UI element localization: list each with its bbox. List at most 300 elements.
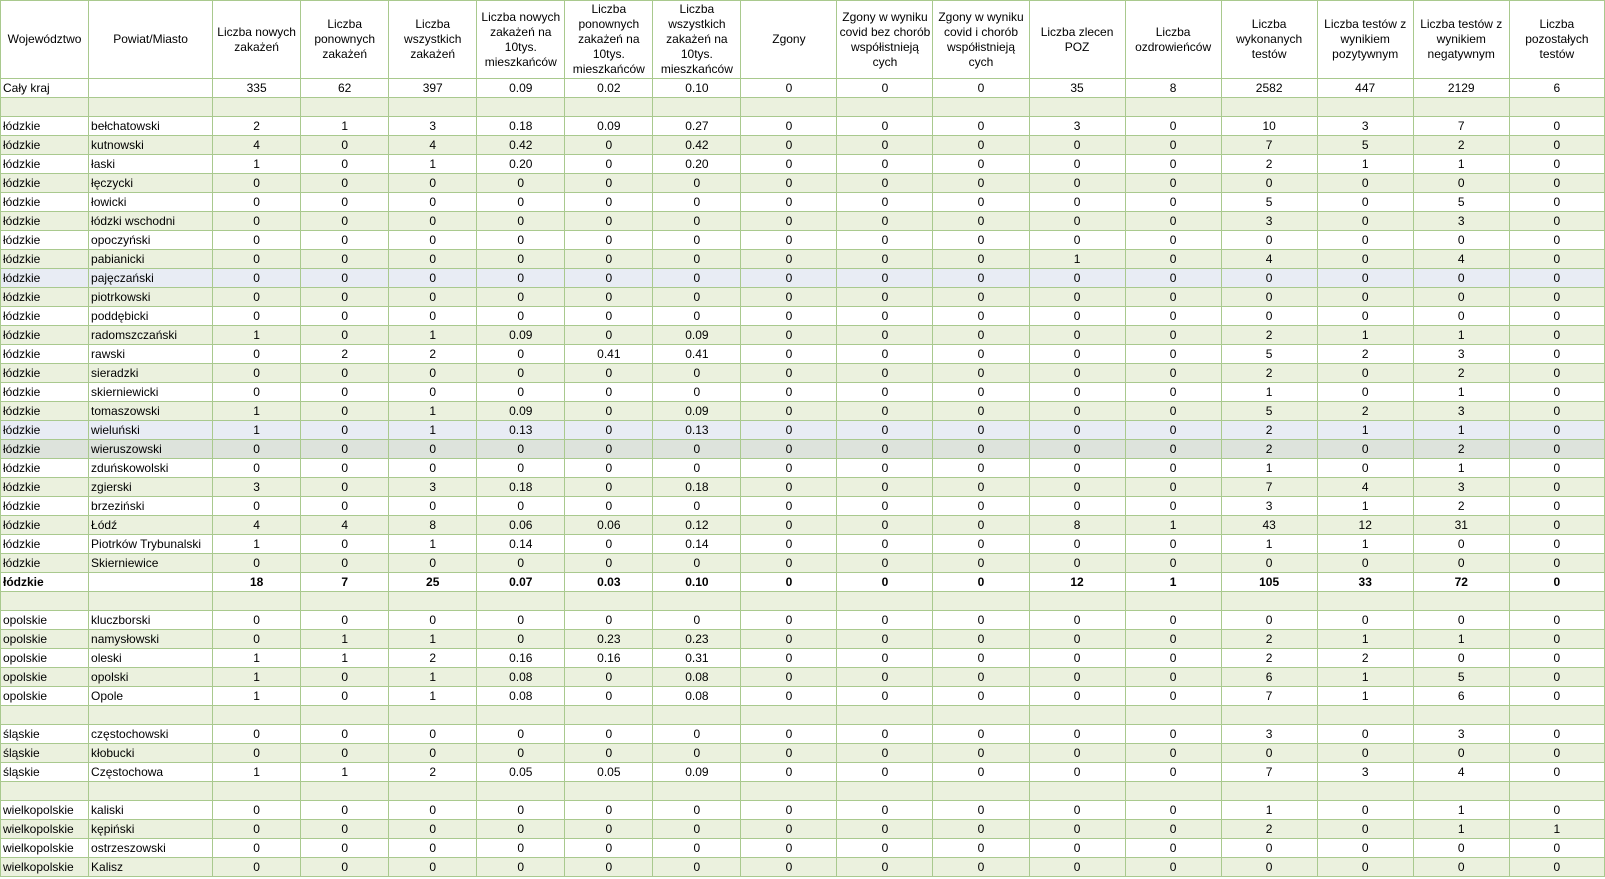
- value-cell: 1: [1317, 535, 1413, 554]
- value-cell: 0: [1125, 611, 1221, 630]
- value-cell: 0: [1509, 668, 1604, 687]
- value-cell: 0: [477, 364, 565, 383]
- value-cell: 0: [301, 269, 389, 288]
- voivodeship-cell: łódzkie: [1, 250, 89, 269]
- value-cell: 0: [741, 174, 837, 193]
- value-cell: 0: [933, 649, 1029, 668]
- value-cell: 0: [933, 839, 1029, 858]
- value-cell: 0: [389, 820, 477, 839]
- district-cell: kłobucki: [89, 744, 213, 763]
- value-cell: 0: [653, 364, 741, 383]
- column-header: Liczba wykonanych testów: [1221, 1, 1317, 79]
- value-cell: 0: [1125, 364, 1221, 383]
- value-cell: 1: [1317, 421, 1413, 440]
- voivodeship-cell: łódzkie: [1, 326, 89, 345]
- value-cell: 0: [389, 212, 477, 231]
- table-row: [1, 288, 1605, 307]
- table-row: [1, 801, 1605, 820]
- value-cell: 0: [301, 288, 389, 307]
- column-header: Liczba ponownych zakażeń na 10tys. mieszkańców: [565, 1, 653, 79]
- district-cell: kluczborski: [89, 611, 213, 630]
- value-cell: 0: [213, 725, 301, 744]
- value-cell: 1: [1317, 497, 1413, 516]
- value-cell: 0: [565, 839, 653, 858]
- value-cell: 0: [837, 554, 933, 573]
- column-header: Powiat/Miasto: [89, 1, 213, 79]
- value-cell: 2: [1221, 326, 1317, 345]
- value-cell: 0: [933, 497, 1029, 516]
- value-cell: 1: [1221, 535, 1317, 554]
- value-cell: 0: [1317, 820, 1413, 839]
- value-cell: 0: [837, 687, 933, 706]
- value-cell: 0: [741, 421, 837, 440]
- value-cell: 0: [933, 155, 1029, 174]
- value-cell: 0: [565, 554, 653, 573]
- value-cell: 0: [213, 193, 301, 212]
- value-cell: 0: [653, 725, 741, 744]
- value-cell: 0: [1029, 269, 1125, 288]
- value-cell: 0: [933, 117, 1029, 136]
- voivodeship-cell: łódzkie: [1, 231, 89, 250]
- value-cell: 7: [1221, 136, 1317, 155]
- value-cell: 0.23: [653, 630, 741, 649]
- table-row: [1, 687, 1605, 706]
- value-cell: 0: [1413, 269, 1509, 288]
- table-row: [1, 440, 1605, 459]
- value-cell: 0: [1509, 573, 1604, 592]
- value-cell: 2: [389, 649, 477, 668]
- value-cell: 0: [1125, 307, 1221, 326]
- voivodeship-cell: wielkopolskie: [1, 858, 89, 877]
- value-cell: 0: [1509, 193, 1604, 212]
- value-cell: 1: [1413, 801, 1509, 820]
- value-cell: 0: [653, 801, 741, 820]
- district-cell: zgierski: [89, 478, 213, 497]
- value-cell: 0: [1125, 687, 1221, 706]
- table-row: [1, 250, 1605, 269]
- value-cell: 0: [837, 231, 933, 250]
- value-cell: 0: [213, 288, 301, 307]
- value-cell: 0: [1317, 440, 1413, 459]
- value-cell: 0: [933, 79, 1029, 98]
- value-cell: 0: [213, 611, 301, 630]
- value-cell: 0: [477, 440, 565, 459]
- value-cell: 3: [213, 478, 301, 497]
- value-cell: 0: [477, 801, 565, 820]
- value-cell: 18: [213, 573, 301, 592]
- value-cell: 0: [1221, 554, 1317, 573]
- value-cell: 0: [837, 364, 933, 383]
- value-cell: [1125, 782, 1221, 801]
- value-cell: 0: [1413, 535, 1509, 554]
- value-cell: 0: [1029, 497, 1125, 516]
- value-cell: 0: [565, 402, 653, 421]
- value-cell: [301, 592, 389, 611]
- value-cell: 0: [1125, 421, 1221, 440]
- value-cell: 0: [837, 839, 933, 858]
- value-cell: 0: [1125, 801, 1221, 820]
- value-cell: 0.13: [477, 421, 565, 440]
- value-cell: 0: [1029, 402, 1125, 421]
- value-cell: 0: [301, 421, 389, 440]
- value-cell: 2: [301, 345, 389, 364]
- district-cell: łaski: [89, 155, 213, 174]
- value-cell: 0: [1125, 174, 1221, 193]
- value-cell: 0: [477, 554, 565, 573]
- value-cell: 0: [933, 820, 1029, 839]
- value-cell: [1029, 782, 1125, 801]
- value-cell: 0: [933, 858, 1029, 877]
- value-cell: 397: [389, 79, 477, 98]
- value-cell: 0: [565, 744, 653, 763]
- value-cell: 0: [1509, 839, 1604, 858]
- value-cell: 0: [837, 174, 933, 193]
- value-cell: [389, 782, 477, 801]
- district-cell: brzeziński: [89, 497, 213, 516]
- table-row: [1, 725, 1605, 744]
- value-cell: 0: [477, 345, 565, 364]
- value-cell: 0.09: [653, 763, 741, 782]
- value-cell: 0: [301, 554, 389, 573]
- value-cell: 12: [1029, 573, 1125, 592]
- district-cell: częstochowski: [89, 725, 213, 744]
- value-cell: 10: [1221, 117, 1317, 136]
- value-cell: 0: [933, 630, 1029, 649]
- value-cell: 0: [837, 193, 933, 212]
- value-cell: 0: [301, 535, 389, 554]
- value-cell: 0: [1509, 117, 1604, 136]
- district-cell: radomszczański: [89, 326, 213, 345]
- value-cell: 0.07: [477, 573, 565, 592]
- value-cell: 0: [1029, 136, 1125, 155]
- value-cell: 0: [653, 497, 741, 516]
- value-cell: 0: [1125, 440, 1221, 459]
- value-cell: 0: [1029, 288, 1125, 307]
- value-cell: [301, 782, 389, 801]
- value-cell: 0: [741, 212, 837, 231]
- value-cell: 0: [653, 554, 741, 573]
- value-cell: 0: [1125, 839, 1221, 858]
- value-cell: 0: [1125, 250, 1221, 269]
- value-cell: 0: [933, 611, 1029, 630]
- value-cell: 0: [565, 497, 653, 516]
- value-cell: 0: [1125, 155, 1221, 174]
- table-row: [1, 573, 1605, 592]
- value-cell: 2: [1221, 630, 1317, 649]
- value-cell: 0: [389, 611, 477, 630]
- column-header: Liczba nowych zakażeń: [213, 1, 301, 79]
- value-cell: 0: [1509, 307, 1604, 326]
- value-cell: 0: [1509, 744, 1604, 763]
- value-cell: 0: [1317, 269, 1413, 288]
- voivodeship-cell: łódzkie: [1, 573, 89, 592]
- value-cell: 0: [565, 269, 653, 288]
- value-cell: 0: [933, 478, 1029, 497]
- value-cell: 0: [933, 516, 1029, 535]
- value-cell: 25: [389, 573, 477, 592]
- value-cell: 0: [837, 402, 933, 421]
- voivodeship-cell: łódzkie: [1, 288, 89, 307]
- value-cell: 0: [837, 269, 933, 288]
- value-cell: 0: [1509, 421, 1604, 440]
- value-cell: 0: [837, 250, 933, 269]
- table-row: [1, 649, 1605, 668]
- value-cell: 0.20: [653, 155, 741, 174]
- value-cell: 0: [1317, 744, 1413, 763]
- value-cell: 0.10: [653, 79, 741, 98]
- table-row: [1, 326, 1605, 345]
- value-cell: 0: [477, 459, 565, 478]
- value-cell: 0: [301, 193, 389, 212]
- value-cell: 0: [741, 440, 837, 459]
- value-cell: 0: [1029, 687, 1125, 706]
- value-cell: 0: [837, 478, 933, 497]
- value-cell: 0: [653, 307, 741, 326]
- value-cell: 0: [1509, 801, 1604, 820]
- value-cell: 0: [565, 250, 653, 269]
- district-cell: łódzki wschodni: [89, 212, 213, 231]
- value-cell: 0: [301, 801, 389, 820]
- district-cell: poddębicki: [89, 307, 213, 326]
- value-cell: 0: [1317, 611, 1413, 630]
- table-row: [1, 668, 1605, 687]
- value-cell: [653, 98, 741, 117]
- value-cell: 0: [213, 440, 301, 459]
- value-cell: 3: [1317, 117, 1413, 136]
- voivodeship-cell: łódzkie: [1, 307, 89, 326]
- value-cell: 0: [741, 193, 837, 212]
- value-cell: 0: [1317, 288, 1413, 307]
- voivodeship-cell: łódzkie: [1, 516, 89, 535]
- value-cell: 0: [1029, 763, 1125, 782]
- value-cell: 0: [1125, 231, 1221, 250]
- value-cell: 0: [741, 516, 837, 535]
- value-cell: 0: [213, 801, 301, 820]
- value-cell: 0: [213, 250, 301, 269]
- value-cell: 1: [1221, 801, 1317, 820]
- value-cell: 0.41: [565, 345, 653, 364]
- district-cell: ostrzeszowski: [89, 839, 213, 858]
- value-cell: 0: [213, 364, 301, 383]
- value-cell: 0: [1413, 611, 1509, 630]
- value-cell: 0: [1317, 858, 1413, 877]
- value-cell: 0: [1317, 383, 1413, 402]
- value-cell: 0: [653, 193, 741, 212]
- voivodeship-cell: wielkopolskie: [1, 820, 89, 839]
- value-cell: 4: [1317, 478, 1413, 497]
- value-cell: 1: [1317, 155, 1413, 174]
- value-cell: 0: [837, 668, 933, 687]
- value-cell: 0: [213, 174, 301, 193]
- column-header: Liczba pozostałych testów: [1509, 1, 1604, 79]
- value-cell: 0: [837, 288, 933, 307]
- value-cell: 0: [301, 668, 389, 687]
- value-cell: 0: [565, 801, 653, 820]
- value-cell: 0: [301, 174, 389, 193]
- value-cell: 0.09: [477, 79, 565, 98]
- value-cell: 0: [389, 174, 477, 193]
- value-cell: 0: [301, 687, 389, 706]
- value-cell: 0: [389, 839, 477, 858]
- value-cell: 1: [1413, 383, 1509, 402]
- district-cell: kaliski: [89, 801, 213, 820]
- value-cell: 0: [1221, 269, 1317, 288]
- value-cell: 0: [1221, 839, 1317, 858]
- value-cell: 0: [837, 535, 933, 554]
- value-cell: 0: [933, 193, 1029, 212]
- value-cell: 0: [477, 497, 565, 516]
- voivodeship-cell: łódzkie: [1, 269, 89, 288]
- value-cell: 0: [301, 611, 389, 630]
- value-cell: 0: [1125, 497, 1221, 516]
- value-cell: 0: [1221, 744, 1317, 763]
- value-cell: 0: [741, 155, 837, 174]
- value-cell: 0: [1125, 326, 1221, 345]
- value-cell: 0: [389, 725, 477, 744]
- value-cell: 0: [1509, 364, 1604, 383]
- value-cell: 0: [1221, 174, 1317, 193]
- value-cell: 1: [389, 421, 477, 440]
- district-cell: zduńskowolski: [89, 459, 213, 478]
- voivodeship-cell: wielkopolskie: [1, 801, 89, 820]
- table-row: [1, 98, 1605, 117]
- voivodeship-cell: opolskie: [1, 611, 89, 630]
- value-cell: 0: [933, 212, 1029, 231]
- value-cell: 0: [933, 725, 1029, 744]
- value-cell: 0: [933, 231, 1029, 250]
- voivodeship-cell: [1, 592, 89, 611]
- voivodeship-cell: łódzkie: [1, 345, 89, 364]
- value-cell: 0: [389, 801, 477, 820]
- value-cell: 8: [1125, 79, 1221, 98]
- district-cell: wieruszowski: [89, 440, 213, 459]
- table-row: [1, 820, 1605, 839]
- value-cell: 0: [837, 117, 933, 136]
- value-cell: 2: [1413, 364, 1509, 383]
- value-cell: 0: [933, 288, 1029, 307]
- table-row: [1, 535, 1605, 554]
- value-cell: 1: [1413, 421, 1509, 440]
- value-cell: 0: [565, 326, 653, 345]
- value-cell: 0: [741, 858, 837, 877]
- value-cell: 1: [1317, 668, 1413, 687]
- value-cell: 0: [1029, 231, 1125, 250]
- value-cell: 0: [837, 801, 933, 820]
- value-cell: 0: [933, 136, 1029, 155]
- table-row: [1, 174, 1605, 193]
- value-cell: 0: [1125, 478, 1221, 497]
- value-cell: 0: [1509, 725, 1604, 744]
- value-cell: 0: [1509, 763, 1604, 782]
- table-row: [1, 554, 1605, 573]
- value-cell: 2: [1221, 364, 1317, 383]
- value-cell: 0: [741, 383, 837, 402]
- value-cell: 3: [1413, 478, 1509, 497]
- value-cell: [565, 706, 653, 725]
- value-cell: 0: [1509, 516, 1604, 535]
- value-cell: 0: [301, 440, 389, 459]
- voivodeship-cell: śląskie: [1, 744, 89, 763]
- value-cell: 2: [1413, 440, 1509, 459]
- voivodeship-cell: łódzkie: [1, 212, 89, 231]
- value-cell: 0: [653, 174, 741, 193]
- value-cell: 0: [741, 573, 837, 592]
- value-cell: 0: [213, 345, 301, 364]
- value-cell: [837, 782, 933, 801]
- value-cell: 1: [1413, 326, 1509, 345]
- district-cell: tomaszowski: [89, 402, 213, 421]
- value-cell: 1: [1413, 630, 1509, 649]
- value-cell: 0: [653, 288, 741, 307]
- value-cell: 0: [741, 668, 837, 687]
- value-cell: 0: [477, 820, 565, 839]
- value-cell: 0: [389, 440, 477, 459]
- value-cell: 1: [301, 763, 389, 782]
- column-header: Liczba wszystkich zakażeń na 10tys. mieszkańców: [653, 1, 741, 79]
- value-cell: 4: [389, 136, 477, 155]
- value-cell: 0.23: [565, 630, 653, 649]
- value-cell: 0: [213, 820, 301, 839]
- voivodeship-cell: łódzkie: [1, 497, 89, 516]
- value-cell: 0: [741, 649, 837, 668]
- value-cell: 0: [933, 383, 1029, 402]
- table-row: [1, 231, 1605, 250]
- value-cell: 0: [933, 573, 1029, 592]
- value-cell: 0.18: [477, 478, 565, 497]
- value-cell: 0: [837, 459, 933, 478]
- value-cell: 0: [741, 364, 837, 383]
- value-cell: 0: [1317, 801, 1413, 820]
- table-row: [1, 383, 1605, 402]
- value-cell: 0: [565, 478, 653, 497]
- voivodeship-cell: opolskie: [1, 630, 89, 649]
- value-cell: 2: [1317, 649, 1413, 668]
- value-cell: 0: [1413, 231, 1509, 250]
- value-cell: [1317, 706, 1413, 725]
- voivodeship-cell: łódzkie: [1, 174, 89, 193]
- value-cell: 0: [213, 231, 301, 250]
- value-cell: 1: [301, 630, 389, 649]
- value-cell: [565, 782, 653, 801]
- value-cell: 0: [301, 839, 389, 858]
- value-cell: 0: [653, 440, 741, 459]
- value-cell: 0: [1509, 155, 1604, 174]
- value-cell: 4: [1413, 763, 1509, 782]
- value-cell: [1509, 592, 1604, 611]
- value-cell: 0.12: [653, 516, 741, 535]
- value-cell: 0: [213, 744, 301, 763]
- value-cell: 0: [741, 497, 837, 516]
- value-cell: 0: [565, 687, 653, 706]
- value-cell: [213, 592, 301, 611]
- column-header: Liczba nowych zakażeń na 10tys. mieszkańców: [477, 1, 565, 79]
- value-cell: 0: [837, 383, 933, 402]
- value-cell: 0: [301, 459, 389, 478]
- voivodeship-cell: łódzkie: [1, 383, 89, 402]
- value-cell: 0: [213, 630, 301, 649]
- value-cell: 0: [389, 250, 477, 269]
- value-cell: 1: [1317, 687, 1413, 706]
- value-cell: 0: [1509, 345, 1604, 364]
- value-cell: 0: [1125, 763, 1221, 782]
- value-cell: 0: [741, 307, 837, 326]
- value-cell: 0: [1029, 668, 1125, 687]
- value-cell: 0: [741, 231, 837, 250]
- column-header: Liczba ozdrowieńców: [1125, 1, 1221, 79]
- voivodeship-cell: łódzkie: [1, 136, 89, 155]
- value-cell: 2: [1221, 649, 1317, 668]
- value-cell: 4: [213, 136, 301, 155]
